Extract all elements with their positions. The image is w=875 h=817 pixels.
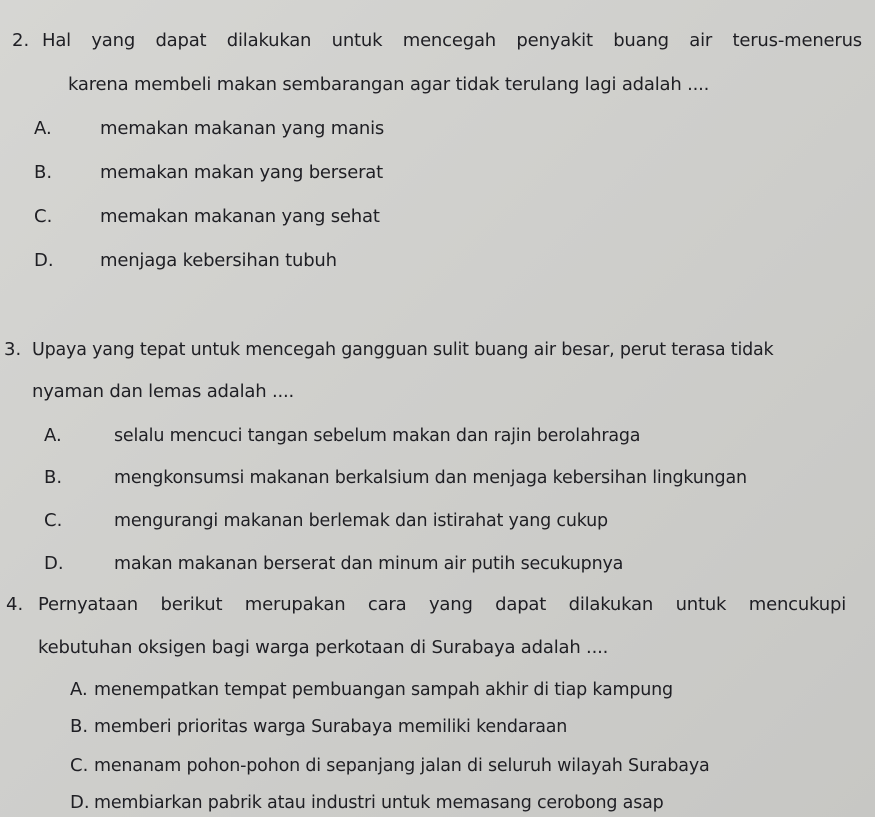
option-letter: B. — [44, 467, 63, 488]
option-letter: B. — [34, 162, 53, 183]
question-text-line: Hal yang dapat dilakukan untuk mencegah penyakit buang air terus-menerus — [42, 30, 862, 51]
option-text: memakan makan yang berserat — [100, 162, 383, 183]
question-text-line: karena membeli makan sembarangan agar tidak terulang lagi adalah .... — [68, 74, 710, 95]
option-text: selalu mencuci tangan sebelum makan dan rajin berolahraga — [114, 426, 641, 446]
option-text: makan makanan berserat dan minum air putih secukupnya — [114, 554, 624, 574]
option-letter: D. — [34, 250, 54, 271]
option-text: mengurangi makanan berlemak dan istirahat yang cukup — [114, 511, 608, 531]
option-letter: A. — [34, 118, 52, 139]
option-text: mengkonsumsi makanan berkalsium dan menjaga kebersihan lingkungan — [114, 468, 747, 488]
option-text: menjaga kebersihan tubuh — [100, 250, 337, 271]
option-letter: C. — [70, 755, 89, 776]
question-number: 2. — [12, 30, 30, 51]
option-letter: A. — [70, 679, 88, 700]
question-text-line: nyaman dan lemas adalah .... — [32, 381, 295, 402]
option-text: memakan makanan yang manis — [100, 118, 385, 139]
option-letter: A. — [44, 425, 62, 446]
option-letter: D. — [44, 553, 64, 574]
option-letter: C. — [44, 510, 63, 531]
option-letter: B. — [70, 716, 89, 737]
option-text: menanam pohon-pohon di sepanjang jalan di seluruh wilayah Surabaya — [94, 756, 710, 776]
option-text: memberi prioritas warga Surabaya memiliki kendaraan — [94, 717, 568, 737]
option-letter: D. — [70, 792, 90, 813]
question-number: 4. — [6, 594, 24, 615]
option-text: menempatkan tempat pembuangan sampah akhir di tiap kampung — [94, 680, 673, 700]
question-text-line: Pernyataan berikut merupakan cara yang dapat dilakukan untuk mencukupi — [38, 594, 846, 615]
question-number: 3. — [4, 339, 22, 360]
question-text-line: kebutuhan oksigen bagi warga perkotaan di Surabaya adalah .... — [38, 637, 609, 658]
option-text: memakan makanan yang sehat — [100, 206, 380, 227]
option-text: membiarkan pabrik atau industri untuk memasang cerobong asap — [94, 793, 664, 813]
question-text-line: Upaya yang tepat untuk mencegah gangguan sulit buang air besar, perut terasa tidak — [32, 340, 774, 360]
option-letter: C. — [34, 206, 53, 227]
